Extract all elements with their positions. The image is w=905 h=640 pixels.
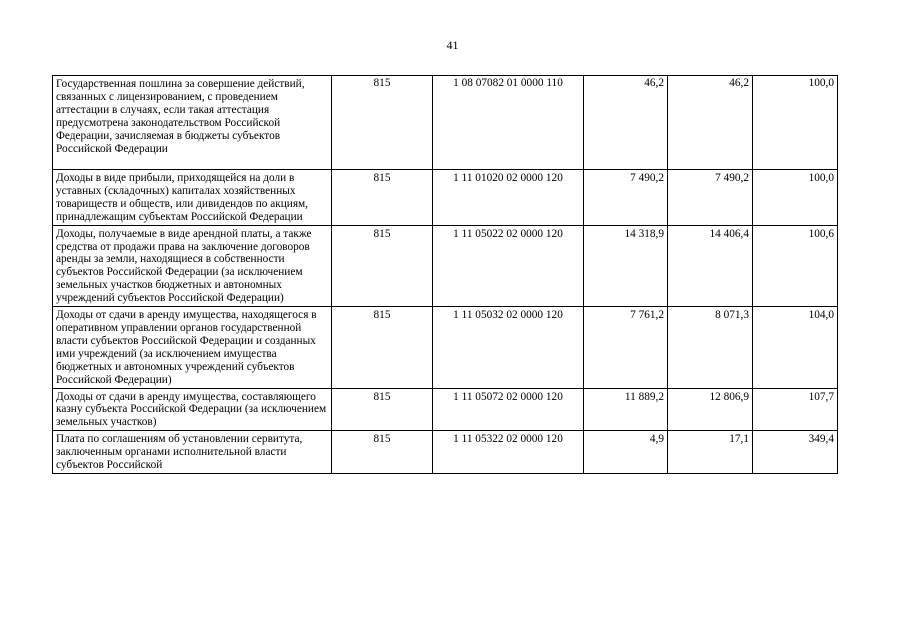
admin-code-cell: 815 xyxy=(332,431,433,474)
plan-value-cell: 11 889,2 xyxy=(584,388,668,431)
plan-value-cell: 4,9 xyxy=(584,431,668,474)
table-row xyxy=(53,76,838,170)
plan-value-cell: 46,2 xyxy=(584,76,668,170)
table-row xyxy=(53,225,838,306)
percent-cell: 100,0 xyxy=(753,170,838,226)
budget-code-cell: 1 11 05022 02 0000 120 xyxy=(433,225,584,306)
table-row xyxy=(53,431,838,474)
revenue-name-cell: Государственная пошлина за совершение действий, связанных с лицензированием, с проведением аттестации в случаях, если такая аттестация предусмотрена законодательством Российской Федерации, зачисляемая в бюджеты субъектов Российской Федерации xyxy=(53,76,332,170)
budget-code-cell: 1 11 05322 02 0000 120 xyxy=(433,431,584,474)
page-number: 41 xyxy=(446,38,459,52)
actual-value-cell: 12 806,9 xyxy=(668,388,753,431)
percent-cell: 349,4 xyxy=(753,431,838,474)
budget-code-cell: 1 08 07082 01 0000 110 xyxy=(433,76,584,170)
actual-value-cell: 17,1 xyxy=(668,431,753,474)
revenue-name-cell: Плата по соглашениям об установлении сервитута, заключенным органами исполнительной власти субъектов Российской xyxy=(53,431,332,474)
admin-code-cell: 815 xyxy=(332,225,433,306)
actual-value-cell: 7 490,2 xyxy=(668,170,753,226)
percent-cell: 100,6 xyxy=(753,225,838,306)
revenue-name-cell: Доходы от сдачи в аренду имущества, составляющего казну субъекта Российской Федерации (за исключением земельных участков) xyxy=(53,388,332,431)
actual-value-cell: 8 071,3 xyxy=(668,307,753,388)
admin-code-cell: 815 xyxy=(332,76,433,170)
budget-code-cell: 1 11 05032 02 0000 120 xyxy=(433,307,584,388)
revenue-name-cell: Доходы от сдачи в аренду имущества, находящегося в оперативном управлении органов государственной власти субъектов Российской Федерации и созданных ими учреждений (за исключением имущества бюджетных и автономных учреждений субъектов Российской Федерации) xyxy=(53,307,332,388)
revenue-name-cell: Доходы, получаемые в виде арендной платы, а также средства от продажи права на заключение договоров аренды за земли, находящиеся в собственности субъектов Российской Федерации (за исключением земельных участков бюджетных и автономных учреждений субъектов Российской Федерации) xyxy=(53,225,332,306)
plan-value-cell: 14 318,9 xyxy=(584,225,668,306)
actual-value-cell: 46,2 xyxy=(668,76,753,170)
admin-code-cell: 815 xyxy=(332,307,433,388)
actual-value-cell: 14 406,4 xyxy=(668,225,753,306)
percent-cell: 104,0 xyxy=(753,307,838,388)
revenue-name-cell: Доходы в виде прибыли, приходящейся на доли в уставных (складочных) капиталах хозяйственных товариществ и обществ, или дивидендов по акциям, принадлежащим субъектам Российской Федерации xyxy=(53,170,332,226)
table-row xyxy=(53,170,838,226)
plan-value-cell: 7 761,2 xyxy=(584,307,668,388)
budget-code-cell: 1 11 05072 02 0000 120 xyxy=(433,388,584,431)
revenue-table xyxy=(52,75,838,474)
plan-value-cell: 7 490,2 xyxy=(584,170,668,226)
table-row xyxy=(53,307,838,388)
admin-code-cell: 815 xyxy=(332,170,433,226)
admin-code-cell: 815 xyxy=(332,388,433,431)
table-row xyxy=(53,388,838,431)
percent-cell: 107,7 xyxy=(753,388,838,431)
budget-code-cell: 1 11 01020 02 0000 120 xyxy=(433,170,584,226)
percent-cell: 100,0 xyxy=(753,76,838,170)
